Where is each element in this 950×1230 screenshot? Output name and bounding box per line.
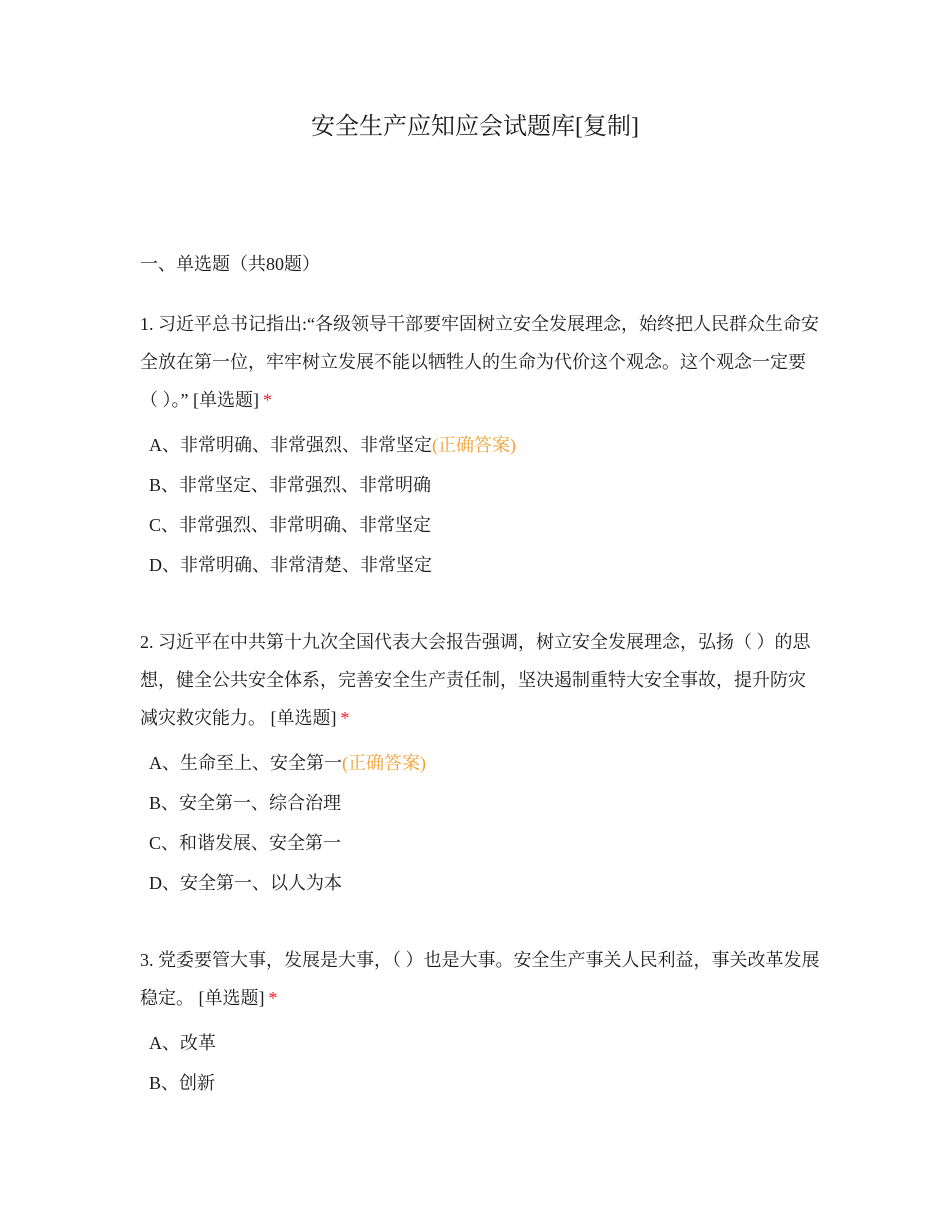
option-b[interactable]	[140, 1063, 820, 1103]
required-mark: *	[268, 988, 278, 1008]
option-label: A、改革	[149, 1033, 216, 1053]
option-c[interactable]	[140, 505, 820, 545]
page-title: 安全生产应知应会试题库[复制]	[311, 114, 639, 140]
question-3	[140, 941, 820, 1103]
option-b[interactable]	[140, 783, 820, 823]
option-list	[140, 425, 820, 585]
option-label: B、非常坚定、非常强烈、非常明确	[149, 475, 432, 495]
question-1	[140, 305, 820, 585]
option-a[interactable]	[140, 425, 820, 465]
correct-answer-tag: (正确答案)	[342, 753, 426, 773]
required-mark: *	[340, 708, 350, 728]
question-2	[140, 623, 820, 903]
option-list	[140, 743, 820, 903]
option-list	[140, 1023, 820, 1103]
required-mark: *	[262, 390, 272, 410]
option-a[interactable]	[140, 743, 820, 783]
option-d[interactable]	[140, 545, 820, 585]
option-a[interactable]	[140, 1023, 820, 1063]
question-stem: 1. 习近平总书记指出:“各级领导干部要牢固树立安全发展理念，始终把人民群众生命安全放在第一位，牢牢树立发展不能以牺牲人的生命为代价这个观念。这个观念一定要（ ）。” [单选题]	[140, 314, 819, 410]
question-text	[140, 623, 820, 737]
question-stem: 3. 党委要管大事，发展是大事，（ ）也是大事。安全生产事关人民利益，事关改革发展稳定。 [单选题]	[140, 950, 820, 1008]
option-b[interactable]	[140, 465, 820, 505]
question-text	[140, 305, 820, 419]
option-label: B、创新	[149, 1073, 216, 1093]
option-label: B、安全第一、综合治理	[149, 793, 342, 813]
option-d[interactable]	[140, 863, 820, 903]
question-text	[140, 941, 820, 1017]
option-label: C、非常强烈、非常明确、非常坚定	[149, 515, 432, 535]
option-label: A、非常明确、非常强烈、非常坚定	[149, 435, 432, 455]
option-label: D、安全第一、以人为本	[149, 873, 342, 893]
correct-answer-tag: (正确答案)	[432, 435, 516, 455]
option-label: D、非常明确、非常清楚、非常坚定	[149, 555, 432, 575]
option-label: A、生命至上、安全第一	[149, 753, 342, 773]
question-stem: 2. 习近平在中共第十九次全国代表大会报告强调，树立安全发展理念，弘扬（ ）的思想，健全公共安全体系，完善安全生产责任制，坚决遏制重特大安全事故，提升防灾减灾救灾能力。 [单选题]	[140, 632, 811, 728]
option-c[interactable]	[140, 823, 820, 863]
option-label: C、和谐发展、安全第一	[149, 833, 342, 853]
section-heading: 一、单选题（共80题）	[140, 254, 320, 274]
